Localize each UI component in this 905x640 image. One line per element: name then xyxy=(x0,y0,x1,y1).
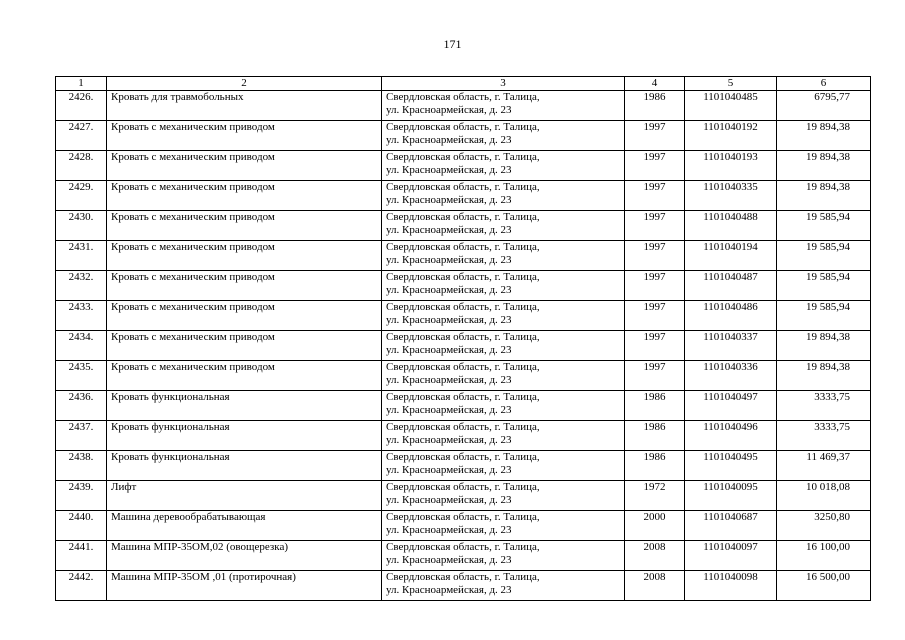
address-line-2: ул. Красноармейская, д. 23 xyxy=(386,494,512,506)
table-row xyxy=(56,451,871,481)
address-line-1: Свердловская область, г. Талица, xyxy=(386,571,540,583)
row-number-cell: 2433. xyxy=(56,301,107,331)
address-line-2: ул. Красноармейская, д. 23 xyxy=(386,194,512,206)
address-line-2: ул. Красноармейская, д. 23 xyxy=(386,404,512,416)
value-cell: 19 585,94 xyxy=(777,241,871,271)
table-row xyxy=(56,541,871,571)
column-header: 1 xyxy=(56,77,107,91)
year-cell: 1986 xyxy=(625,391,685,421)
year-cell: 1997 xyxy=(625,331,685,361)
row-number-cell: 2434. xyxy=(56,331,107,361)
address-line-1: Свердловская область, г. Талица, xyxy=(386,361,540,373)
address-cell xyxy=(382,571,625,601)
address-line-2: ул. Красноармейская, д. 23 xyxy=(386,284,512,296)
year-cell: 1997 xyxy=(625,151,685,181)
table-row xyxy=(56,511,871,541)
table-row xyxy=(56,391,871,421)
year-cell: 2008 xyxy=(625,571,685,601)
inventory-number-cell: 1101040496 xyxy=(685,421,777,451)
item-name-cell: Машина деревообрабатывающая xyxy=(107,511,382,541)
address-line-1: Свердловская область, г. Талица, xyxy=(386,391,540,403)
address-line-2: ул. Красноармейская, д. 23 xyxy=(386,104,512,116)
value-cell: 19 894,38 xyxy=(777,181,871,211)
address-cell xyxy=(382,121,625,151)
address-line-2: ул. Красноармейская, д. 23 xyxy=(386,434,512,446)
row-number-cell: 2435. xyxy=(56,361,107,391)
table-body xyxy=(56,91,871,601)
address-cell xyxy=(382,271,625,301)
value-cell: 16 100,00 xyxy=(777,541,871,571)
address-line-1: Свердловская область, г. Талица, xyxy=(386,91,540,103)
inventory-number-cell: 1101040495 xyxy=(685,451,777,481)
address-line-2: ул. Красноармейская, д. 23 xyxy=(386,464,512,476)
address-line-2: ул. Красноармейская, д. 23 xyxy=(386,584,512,596)
row-number-cell: 2438. xyxy=(56,451,107,481)
table-row xyxy=(56,301,871,331)
row-number-cell: 2430. xyxy=(56,211,107,241)
address-cell xyxy=(382,511,625,541)
address-cell xyxy=(382,151,625,181)
row-number-cell: 2432. xyxy=(56,271,107,301)
inventory-number-cell: 1101040194 xyxy=(685,241,777,271)
address-line-1: Свердловская область, г. Талица, xyxy=(386,541,540,553)
value-cell: 3333,75 xyxy=(777,421,871,451)
address-cell xyxy=(382,451,625,481)
table-row xyxy=(56,91,871,121)
row-number-cell: 2431. xyxy=(56,241,107,271)
inventory-number-cell: 1101040192 xyxy=(685,121,777,151)
address-cell xyxy=(382,331,625,361)
inventory-number-cell: 1101040488 xyxy=(685,211,777,241)
item-name-cell: Кровать функциональная xyxy=(107,391,382,421)
column-header: 2 xyxy=(107,77,382,91)
inventory-number-cell: 1101040335 xyxy=(685,181,777,211)
address-line-1: Свердловская область, г. Талица, xyxy=(386,151,540,163)
address-line-2: ул. Красноармейская, д. 23 xyxy=(386,134,512,146)
table-row xyxy=(56,151,871,181)
address-line-2: ул. Красноармейская, д. 23 xyxy=(386,554,512,566)
row-number-cell: 2428. xyxy=(56,151,107,181)
value-cell: 19 894,38 xyxy=(777,121,871,151)
row-number-cell: 2429. xyxy=(56,181,107,211)
address-line-1: Свердловская область, г. Талица, xyxy=(386,181,540,193)
row-number-cell: 2442. xyxy=(56,571,107,601)
row-number-cell: 2426. xyxy=(56,91,107,121)
table-row xyxy=(56,211,871,241)
value-cell: 3250,80 xyxy=(777,511,871,541)
item-name-cell: Кровать с механическим приводом xyxy=(107,181,382,211)
address-cell xyxy=(382,361,625,391)
year-cell: 1997 xyxy=(625,211,685,241)
address-line-2: ул. Красноармейская, д. 23 xyxy=(386,224,512,236)
inventory-number-cell: 1101040193 xyxy=(685,151,777,181)
table-row xyxy=(56,121,871,151)
address-line-1: Свердловская область, г. Талица, xyxy=(386,271,540,283)
address-line-1: Свердловская область, г. Талица, xyxy=(386,421,540,433)
year-cell: 2000 xyxy=(625,511,685,541)
address-cell xyxy=(382,541,625,571)
property-table xyxy=(55,76,871,601)
year-cell: 1986 xyxy=(625,451,685,481)
value-cell: 3333,75 xyxy=(777,391,871,421)
address-cell xyxy=(382,91,625,121)
year-cell: 2008 xyxy=(625,541,685,571)
year-cell: 1997 xyxy=(625,271,685,301)
value-cell: 19 894,38 xyxy=(777,361,871,391)
value-cell: 6795,77 xyxy=(777,91,871,121)
value-cell: 19 585,94 xyxy=(777,301,871,331)
inventory-number-cell: 1101040097 xyxy=(685,541,777,571)
year-cell: 1997 xyxy=(625,361,685,391)
table-row xyxy=(56,361,871,391)
item-name-cell: Машина МПР-35ОМ ,01 (протирочная) xyxy=(107,571,382,601)
table-row xyxy=(56,481,871,511)
address-cell xyxy=(382,301,625,331)
address-cell xyxy=(382,181,625,211)
value-cell: 10 018,08 xyxy=(777,481,871,511)
inventory-number-cell: 1101040336 xyxy=(685,361,777,391)
address-line-2: ул. Красноармейская, д. 23 xyxy=(386,374,512,386)
address-line-1: Свердловская область, г. Талица, xyxy=(386,511,540,523)
value-cell: 19 894,38 xyxy=(777,151,871,181)
address-line-1: Свердловская область, г. Талица, xyxy=(386,301,540,313)
address-cell xyxy=(382,481,625,511)
year-cell: 1997 xyxy=(625,121,685,151)
year-cell: 1997 xyxy=(625,181,685,211)
address-cell xyxy=(382,241,625,271)
item-name-cell: Кровать с механическим приводом xyxy=(107,361,382,391)
year-cell: 1997 xyxy=(625,241,685,271)
address-line-1: Свердловская область, г. Талица, xyxy=(386,331,540,343)
address-cell xyxy=(382,421,625,451)
column-header: 6 xyxy=(777,77,871,91)
address-line-2: ул. Красноармейская, д. 23 xyxy=(386,524,512,536)
address-line-2: ул. Красноармейская, д. 23 xyxy=(386,254,512,266)
address-line-1: Свердловская область, г. Талица, xyxy=(386,121,540,133)
row-number-cell: 2436. xyxy=(56,391,107,421)
inventory-number-cell: 1101040687 xyxy=(685,511,777,541)
inventory-number-cell: 1101040337 xyxy=(685,331,777,361)
address-line-2: ул. Красноармейская, д. 23 xyxy=(386,164,512,176)
value-cell: 19 585,94 xyxy=(777,211,871,241)
table-row xyxy=(56,271,871,301)
page-number: 171 xyxy=(443,37,462,51)
inventory-number-cell: 1101040487 xyxy=(685,271,777,301)
inventory-number-cell: 1101040485 xyxy=(685,91,777,121)
item-name-cell: Кровать с механическим приводом xyxy=(107,211,382,241)
value-cell: 11 469,37 xyxy=(777,451,871,481)
item-name-cell: Кровать с механическим приводом xyxy=(107,241,382,271)
item-name-cell: Кровать с механическим приводом xyxy=(107,331,382,361)
address-line-1: Свердловская область, г. Талица, xyxy=(386,451,540,463)
inventory-number-cell: 1101040098 xyxy=(685,571,777,601)
item-name-cell: Кровать для травмобольных xyxy=(107,91,382,121)
address-line-1: Свердловская область, г. Талица, xyxy=(386,211,540,223)
column-header: 3 xyxy=(382,77,625,91)
value-cell: 16 500,00 xyxy=(777,571,871,601)
inventory-number-cell: 1101040486 xyxy=(685,301,777,331)
item-name-cell: Кровать с механическим приводом xyxy=(107,271,382,301)
row-number-cell: 2440. xyxy=(56,511,107,541)
address-line-2: ул. Красноармейская, д. 23 xyxy=(386,314,512,326)
address-line-1: Свердловская область, г. Талица, xyxy=(386,241,540,253)
table-row xyxy=(56,421,871,451)
row-number-cell: 2427. xyxy=(56,121,107,151)
year-cell: 1972 xyxy=(625,481,685,511)
inventory-number-cell: 1101040497 xyxy=(685,391,777,421)
address-cell xyxy=(382,211,625,241)
column-header: 4 xyxy=(625,77,685,91)
value-cell: 19 585,94 xyxy=(777,271,871,301)
item-name-cell: Лифт xyxy=(107,481,382,511)
table-row xyxy=(56,571,871,601)
item-name-cell: Кровать функциональная xyxy=(107,451,382,481)
row-number-cell: 2437. xyxy=(56,421,107,451)
year-cell: 1986 xyxy=(625,91,685,121)
item-name-cell: Кровать с механическим приводом xyxy=(107,151,382,181)
table-row xyxy=(56,331,871,361)
column-header: 5 xyxy=(685,77,777,91)
item-name-cell: Машина МПР-35ОМ,02 (овощерезка) xyxy=(107,541,382,571)
year-cell: 1986 xyxy=(625,421,685,451)
item-name-cell: Кровать функциональная xyxy=(107,421,382,451)
table-row xyxy=(56,181,871,211)
year-cell: 1997 xyxy=(625,301,685,331)
inventory-number-cell: 1101040095 xyxy=(685,481,777,511)
row-number-cell: 2441. xyxy=(56,541,107,571)
address-line-1: Свердловская область, г. Талица, xyxy=(386,481,540,493)
item-name-cell: Кровать с механическим приводом xyxy=(107,121,382,151)
item-name-cell: Кровать с механическим приводом xyxy=(107,301,382,331)
row-number-cell: 2439. xyxy=(56,481,107,511)
address-cell xyxy=(382,391,625,421)
value-cell: 19 894,38 xyxy=(777,331,871,361)
column-number-row xyxy=(56,77,871,91)
table-row xyxy=(56,241,871,271)
address-line-2: ул. Красноармейская, д. 23 xyxy=(386,344,512,356)
